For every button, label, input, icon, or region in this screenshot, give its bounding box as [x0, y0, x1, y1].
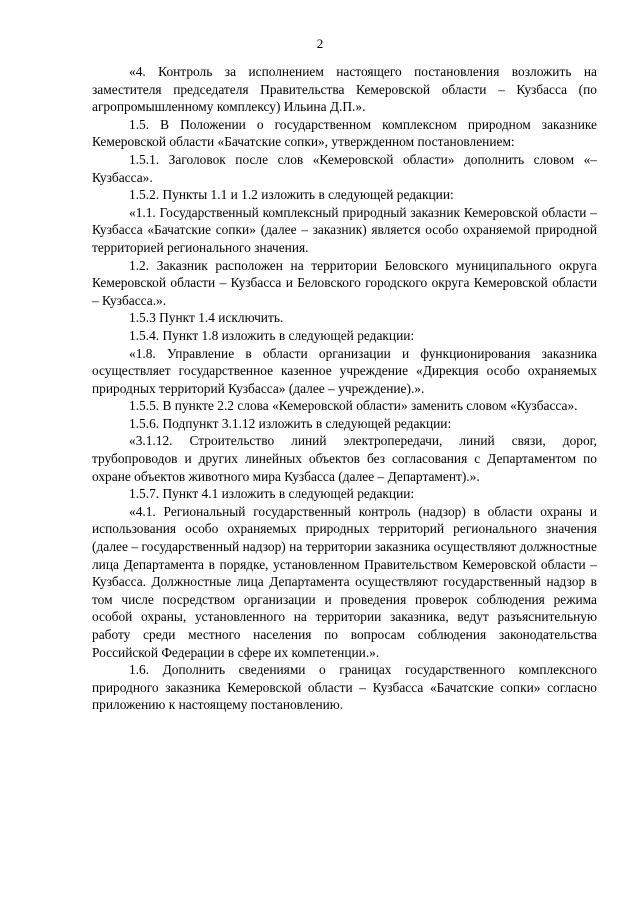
- page-number: 2: [316, 36, 324, 51]
- paragraph-1-8: «1.8. Управление в области организации и функционирования заказника осуществляет государственное казенное учреждение «Дирекция особо охраняемых природных территорий Кузбасса» (далее – учреждение).».: [92, 345, 597, 396]
- paragraph-1-5-1: 1.5.1. Заголовок после слов «Кемеровской области» дополнить словом «– Кузбасса».: [92, 151, 597, 185]
- paragraph-1-5-5: 1.5.5. В пункте 2.2 слова «Кемеровской области» заменить словом «Кузбасса».: [129, 398, 578, 414]
- paragraph-1-5: 1.5. В Положении о государственном комплексном природном заказнике Кемеровской области «Бачатские сопки», утвержденном постановлением:: [92, 116, 597, 150]
- paragraph-1-5-7: 1.5.7. Пункт 4.1 изложить в следующей редакции:: [129, 486, 415, 502]
- paragraph-1-2: 1.2. Заказник расположен на территории Беловского муниципального округа Кемеровской области – Кузбасса и Беловского городского округа Кемеровской области – Кузбасса.».: [92, 257, 597, 308]
- paragraph-1-6: 1.6. Дополнить сведениями о границах государственного комплексного природного заказника Кемеровской области – Кузбасса «Бачатские сопки» согласно приложению к настоящему постановлению.: [92, 662, 597, 713]
- paragraph-control-clause: «4. Контроль за исполнением настоящего постановления возложить на заместителя председателя Правительства Кемеровской области – Кузбасса (по агропромышленному комплексу) Ильина Д.П.».: [92, 64, 597, 115]
- paragraph-1-5-2: 1.5.2. Пункты 1.1 и 1.2 изложить в следующей редакции:: [129, 187, 454, 203]
- paragraph-1-5-3: 1.5.3 Пункт 1.4 исключить.: [129, 310, 284, 326]
- document-body: [92, 63, 597, 714]
- paragraph-1-5-6: 1.5.6. Подпункт 3.1.12 изложить в следующей редакции:: [129, 415, 452, 431]
- paragraph-1-5-4: 1.5.4. Пункт 1.8 изложить в следующей редакции:: [129, 327, 415, 343]
- paragraph-4-1: «4.1. Региональный государственный контроль (надзор) в области охраны и использования особо охраняемых природных территорий регионального значения (далее – государственный надзор) на территории заказника осуществляют должностные лица Департамента в порядке, установленном Правительством Кемеровской области – Кузбасса. Должностные лица Департамента осуществляют государственный надзор в том числе посредством организации и проведения проверок соблюдения режима особой охраны, установленного на территории заказника, ведут разъяснительную работу среди местного населения по вопросам соблюдения законодательства Российской Федерации в сфере их компетенции.».: [92, 503, 597, 660]
- paragraph-3-1-12: «3.1.12. Строительство линий электропередачи, линий связи, дорог, трубопроводов и других линейных объектов без согласования с Департаментом по охране объектов животного мира Кузбасса (далее – Департамент).».: [92, 433, 597, 484]
- paragraph-1-1: «1.1. Государственный комплексный природный заказник Кемеровской области – Кузбасса «Бачатские сопки» (далее – заказник) является особо охраняемой природной территорией регионального значения.: [92, 204, 597, 255]
